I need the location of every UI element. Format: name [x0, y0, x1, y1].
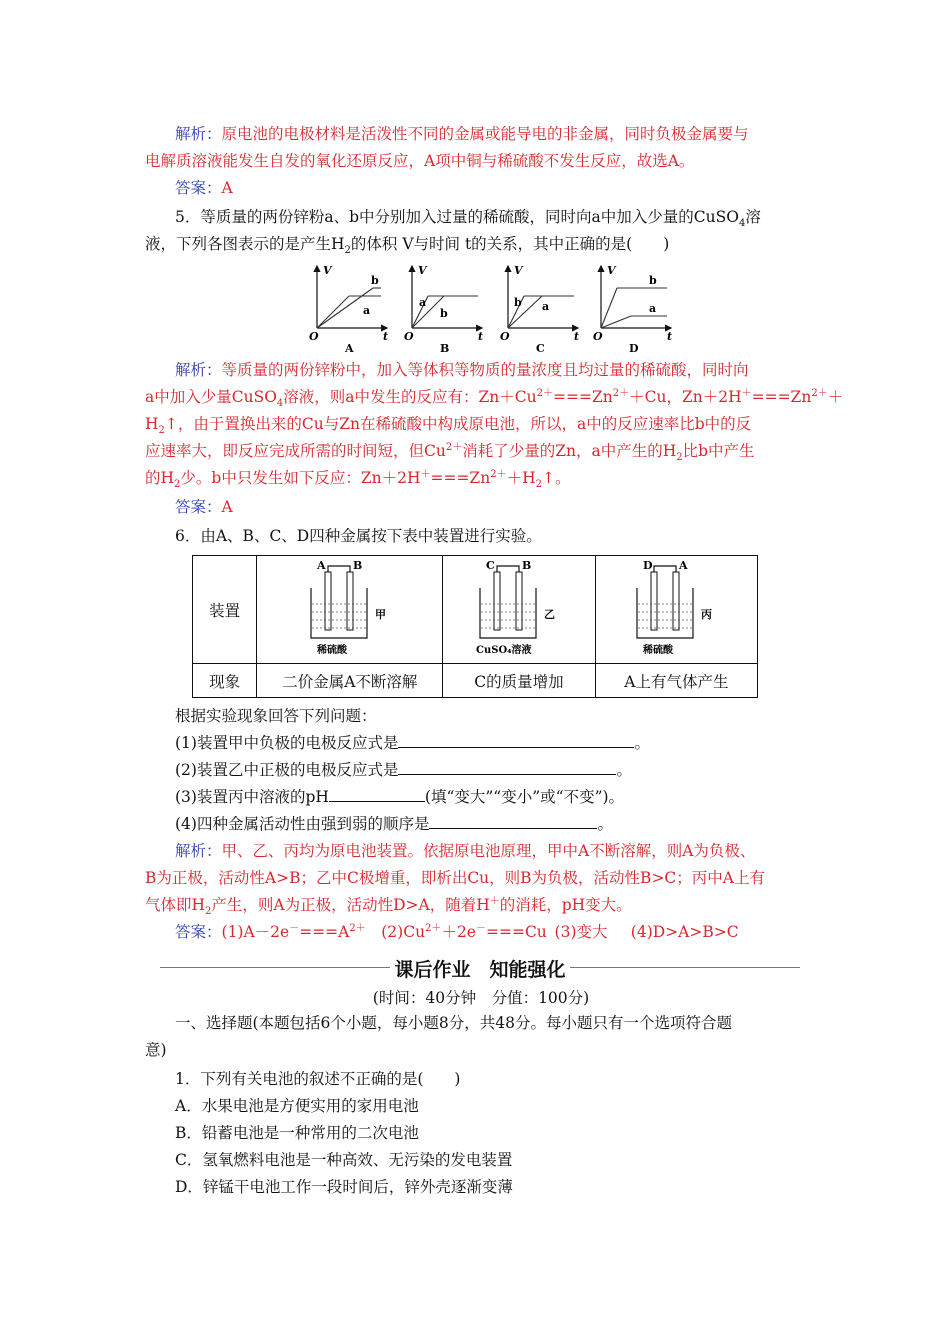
section-title: 课后作业 知能强化	[160, 955, 800, 982]
q5-stem-text: 液，下列各图表示的是产生H	[145, 235, 345, 253]
q6-sub-4	[175, 814, 847, 834]
q5-answer	[175, 497, 817, 517]
origin-label: O	[593, 330, 603, 343]
subscript: 2	[158, 425, 165, 437]
q5-stem-line-2	[145, 234, 817, 257]
text: ＋H	[506, 469, 536, 487]
q6-analysis-line-1	[175, 841, 817, 861]
beaker-diagram	[295, 558, 405, 658]
beaker-diagram	[621, 558, 731, 658]
answer-label: 答案：	[175, 498, 222, 516]
superscript: 2＋	[445, 441, 463, 453]
v-axis-label: V	[418, 264, 427, 277]
device-bing	[595, 556, 757, 664]
q6-answer	[175, 922, 817, 942]
answer-blank[interactable]	[398, 760, 616, 775]
q5-stem-text-end: 溶	[745, 208, 761, 226]
answer-label: 答案：	[175, 179, 222, 197]
graph-d	[593, 264, 672, 354]
text: ===Zn	[430, 469, 491, 487]
graph-label: B	[440, 342, 450, 354]
q6-sub-1	[175, 733, 847, 753]
graph-a	[309, 264, 388, 354]
analysis-text: 甲、乙、丙均为原电池装置。依据原电池原理，甲中A不断溶解，则A为负极、	[221, 842, 756, 860]
q4-answer	[175, 178, 817, 198]
analysis-label: 解析：	[175, 842, 222, 860]
text: ===Zn	[553, 388, 613, 406]
text: 少。b中只发生如下反应：Zn＋2H	[180, 469, 421, 487]
phenomenon-bing: A上有气体产生	[595, 664, 757, 698]
v-axis-label: V	[514, 264, 523, 277]
q4-analysis-line-1	[175, 124, 817, 144]
superscript: 2＋	[536, 387, 554, 399]
origin-label: O	[309, 330, 319, 343]
q5-stem-line-1	[175, 207, 817, 230]
hw1-option-d: D．锌锰干电池工作一段时间后，锌外壳逐渐变薄	[175, 1178, 513, 1196]
text: 应速率大，即反应完成所需的时间短，但Cu	[145, 442, 446, 460]
text: 的H	[145, 469, 175, 487]
hw1-option-b: B．铅蓄电池是一种常用的二次电池	[175, 1124, 419, 1142]
q6-stem: 6．由A、B、C、D四种金属按下表中装置进行实验。	[175, 527, 542, 545]
device-name: 甲	[374, 607, 386, 621]
text: 消耗了少量的Zn，a中产生的H	[462, 442, 677, 460]
row-header-device: 装置	[193, 556, 257, 664]
text: a中加入少量CuSO	[145, 388, 277, 406]
part1-line-1: 一、选择题(本题包括6个小题，每小题8分，共48分。每小题只有一个选项符合题	[175, 1014, 732, 1032]
subscript: 2	[344, 245, 351, 257]
superscript: ＋	[420, 468, 431, 480]
text: ↑。	[541, 469, 571, 487]
q5-analysis-line-1	[175, 360, 817, 380]
answer-blank[interactable]	[329, 787, 425, 802]
text: 。	[597, 815, 613, 833]
text: 产生，则A为正极，活动性D>A，随着H	[211, 896, 490, 914]
text: (4)四种金属活动性由强到弱的顺序是	[175, 815, 430, 833]
device-name: 乙	[543, 607, 555, 621]
subscript: 2	[535, 479, 542, 491]
text: (3)装置丙中溶液的pH	[175, 788, 329, 806]
answer-value: A	[221, 179, 233, 197]
hw1-option-c: C．氢氧燃料电池是一种高效、无污染的发电装置	[175, 1151, 513, 1169]
text: (1)装置甲中负极的电极反应式是	[175, 734, 399, 752]
device-jia	[257, 556, 443, 664]
part1-line-2: 意)	[145, 1041, 167, 1059]
q5-graphs	[305, 262, 675, 354]
v-axis-label: V	[607, 264, 616, 277]
solution-label: 稀硫酸	[316, 644, 347, 656]
text: 溶液，则a中发生的反应有：Zn＋Cu	[283, 388, 537, 406]
subscript: 2	[676, 452, 683, 464]
electrode-left-label: D	[643, 558, 653, 572]
superscript: 2＋	[490, 468, 507, 480]
subscript: 2	[205, 906, 212, 918]
answer-label: 答案：	[175, 923, 222, 941]
row-header-phenomenon: 现象	[193, 664, 257, 698]
analysis-label: 解析：	[175, 125, 222, 143]
analysis-text: 等质量的两份锌粉中，加入等体积等物质的量浓度且均过量的稀硫酸，同时向	[221, 361, 749, 379]
t-axis-label: t	[478, 330, 484, 343]
curve-label-2: a	[363, 304, 371, 317]
text: (2)装置乙中正极的电极反应式是	[175, 761, 399, 779]
q5-stem-text-end: 的体积 V与时间 t的关系，其中正确的是( )	[350, 235, 670, 253]
q6-sub-2	[175, 760, 847, 780]
hw1-stem: 1．下列有关电池的叙述不正确的是( )	[175, 1070, 461, 1088]
t-axis-label: t	[383, 330, 389, 343]
curve-label-1: a	[419, 296, 427, 309]
phenomenon-yi: C的质量增加	[443, 664, 595, 698]
text: 的消耗，pH变大。	[499, 896, 632, 914]
curve-label-2: a	[542, 300, 550, 313]
section-title-bar	[160, 955, 800, 979]
solution-label: 稀硫酸	[643, 644, 674, 656]
q5-analysis-line-4	[145, 441, 817, 464]
superscript: ＋	[741, 387, 752, 399]
analysis-text: 原电池的电极材料是活泼性不同的金属或能导电的非金属，同时负极金属要与	[221, 125, 749, 143]
graph-label: C	[536, 342, 545, 354]
beaker-diagram	[464, 558, 574, 658]
experiment-table	[192, 555, 758, 698]
answer-value: A	[221, 498, 233, 516]
phenomenon-jia: 二价金属A不断溶解	[257, 664, 443, 698]
curve-label-2: a	[649, 302, 657, 315]
curve-label-2: b	[440, 307, 448, 320]
subscript: 4	[276, 398, 284, 410]
answer-blank[interactable]	[398, 733, 634, 748]
hw1-option-a: A．水果电池是方便实用的家用电池	[175, 1097, 419, 1115]
answer-value: $(1)A-2e^-===A^{2+}$ $(2)Cu^{2+}+2e^-===Cu$ (3)变大 (4)D>A>B>C	[221, 922, 739, 941]
q6-prompt: 根据实验现象回答下列问题：	[175, 707, 377, 725]
text: 。	[634, 734, 650, 752]
graph-c	[500, 264, 579, 354]
curve-label-1: b	[371, 274, 379, 287]
graph-b	[404, 264, 483, 354]
superscript: 2＋	[612, 387, 630, 399]
section-time: (时间：40分钟 分值：100分)	[372, 989, 590, 1007]
q5-analysis-line-5	[145, 468, 817, 491]
text: ↑，由于置换出来的Cu与Zn在稀硫酸中构成原电池，所以，a中的反应速率比b中的反	[164, 415, 752, 433]
text: 。	[616, 761, 632, 779]
q5-analysis-line-3	[145, 414, 817, 437]
q6-sub-3	[175, 787, 847, 807]
subscript: 4	[738, 218, 746, 230]
analysis-label: 解析：	[175, 361, 222, 379]
electrode-left-label: C	[485, 558, 495, 572]
curve-label-1: b	[514, 296, 522, 309]
q6-analysis-line-3	[145, 895, 817, 918]
device-yi	[443, 556, 595, 664]
text: ===Zn	[751, 388, 812, 406]
text: (填“变大”“变小”或“不变”)。	[424, 788, 625, 806]
q5-stem-text: 5．等质量的两份锌粉a、b中分别加入过量的稀硫酸，同时向a中加入少量的CuSO	[175, 208, 739, 226]
superscript: ＋	[489, 895, 500, 907]
q6-analysis-line-2: B为正极，活动性A>B；乙中C极增重，即析出Cu，则B为负极，活动性B>C；丙中A上有	[145, 869, 765, 887]
electrode-right-label: A	[679, 558, 688, 572]
text: 比b中产生	[682, 442, 755, 460]
graph-label: A	[345, 342, 354, 354]
text: ＋	[827, 388, 844, 406]
t-axis-label: t	[667, 330, 673, 343]
t-axis-label: t	[574, 330, 580, 343]
subscript: 2	[174, 479, 181, 491]
curve-label-1: b	[649, 274, 657, 287]
electrode-right-label: B	[521, 558, 532, 572]
electrode-right-label: B	[352, 558, 363, 572]
electrode-left-label: A	[316, 558, 326, 572]
answer-blank[interactable]	[429, 814, 597, 829]
text: 气体即H	[145, 896, 206, 914]
text: ＋Cu，Zn＋2H	[629, 388, 742, 406]
origin-label: O	[500, 330, 510, 343]
superscript: 2＋	[811, 387, 828, 399]
solution-label: CuSO₄溶液	[475, 644, 532, 656]
q5-analysis-line-2	[145, 387, 844, 410]
v-axis-label: V	[323, 264, 332, 277]
q4-analysis-line-2: 电解质溶液能发生自发的氧化还原反应，A项中铜与稀硫酸不发生反应，故选A。	[145, 152, 695, 170]
graph-label: D	[629, 342, 639, 354]
origin-label: O	[404, 330, 414, 343]
device-name: 丙	[701, 607, 713, 621]
text: H	[145, 415, 159, 433]
